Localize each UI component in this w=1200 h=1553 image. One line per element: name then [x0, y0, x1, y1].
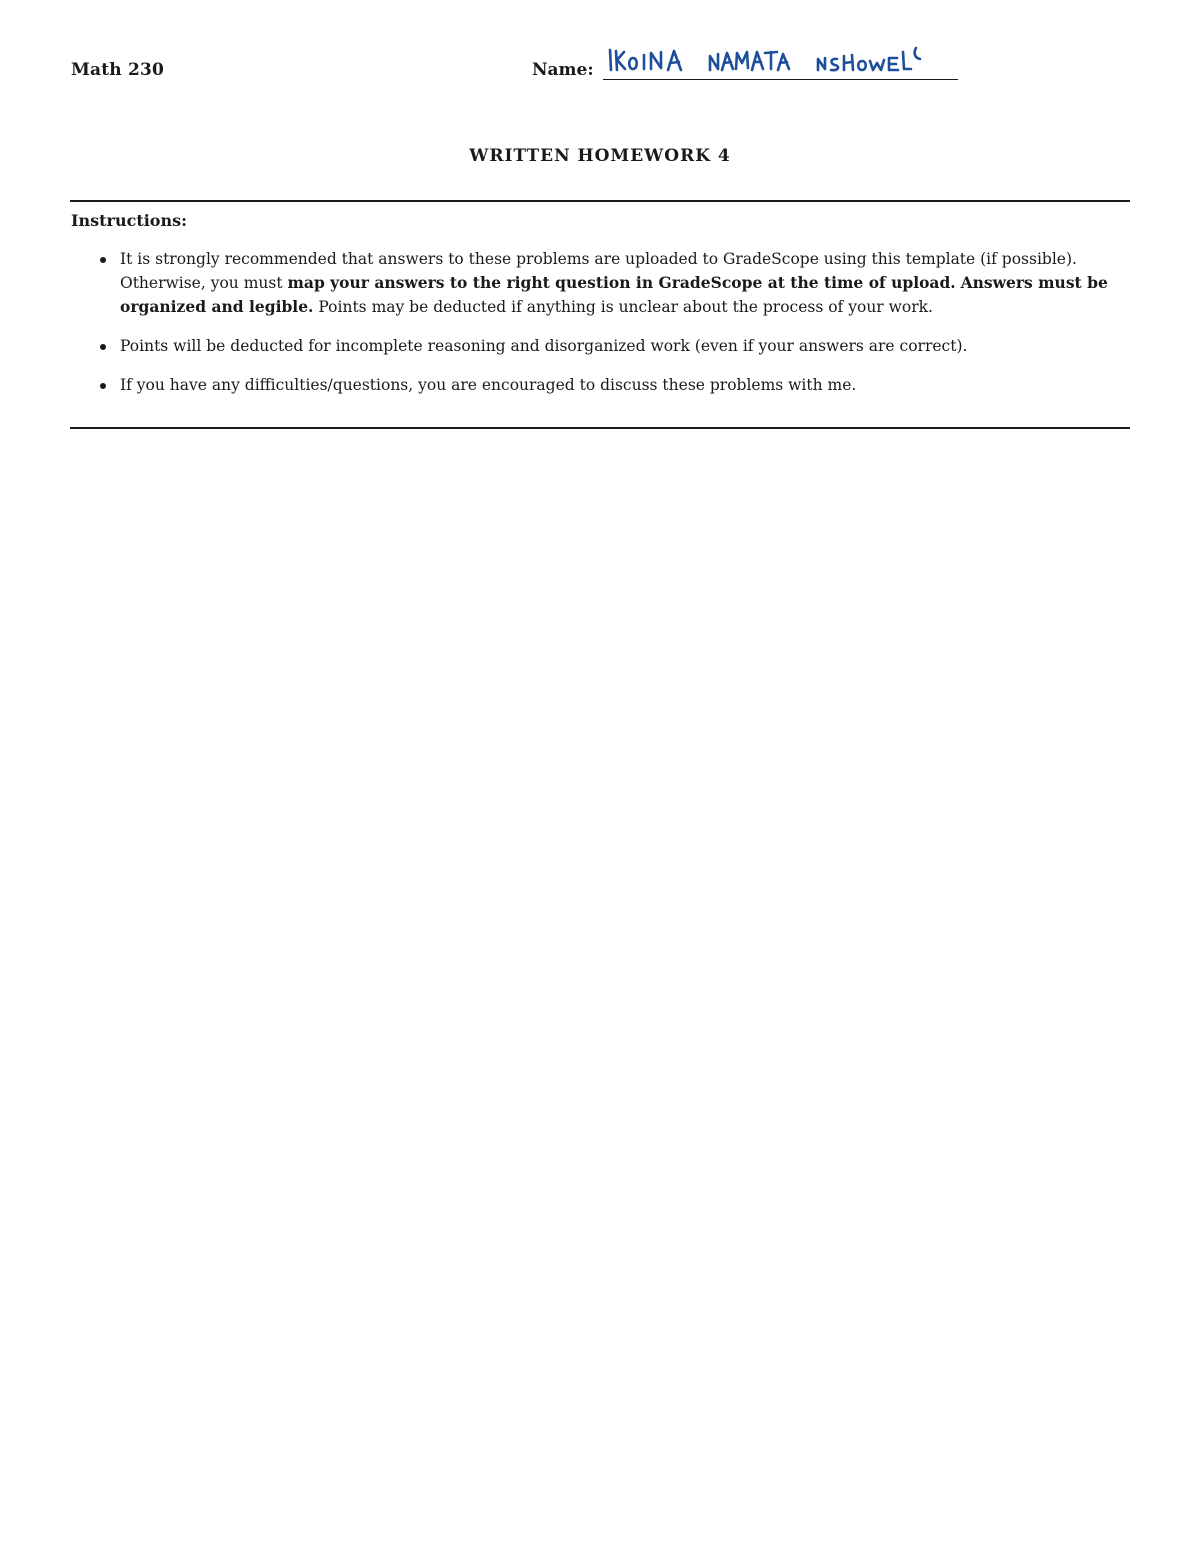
list-item — [100, 248, 1132, 319]
top-divider — [70, 200, 1130, 202]
instructions-list — [100, 248, 1132, 413]
bullet-icon — [100, 344, 106, 350]
bottom-divider — [70, 427, 1130, 429]
bullet-icon — [100, 383, 106, 389]
instruction-text: Points will be deducted for incomplete reasoning and disorganized work (even if your answers are correct). — [120, 337, 968, 355]
course-label: Math 230 — [71, 60, 165, 80]
name-label: Name: — [532, 60, 594, 80]
document-title: WRITTEN HOMEWORK 4 — [469, 146, 731, 166]
bullet-icon — [100, 257, 106, 263]
list-item — [100, 335, 1132, 358]
name-underline — [603, 79, 958, 80]
handwritten-signature — [606, 44, 942, 78]
list-item — [100, 374, 1132, 397]
instruction-text: Points may be deducted if anything is unclear about the process of your work. — [313, 298, 933, 316]
instruction-text: If you have any difficulties/questions, you are encouraged to discuss these problems with me. — [120, 376, 857, 394]
instruction-bold-text: Answers must be organized and legible. — [120, 273, 1108, 316]
instructions-heading: Instructions: — [71, 211, 188, 230]
instruction-text: It is strongly recommended that answers to these problems are uploaded to GradeScope using this template (if possible). Otherwise, you must — [120, 250, 1077, 292]
instruction-bold-text: map your answers to the right question in GradeScope at the time of upload. — [287, 273, 956, 292]
